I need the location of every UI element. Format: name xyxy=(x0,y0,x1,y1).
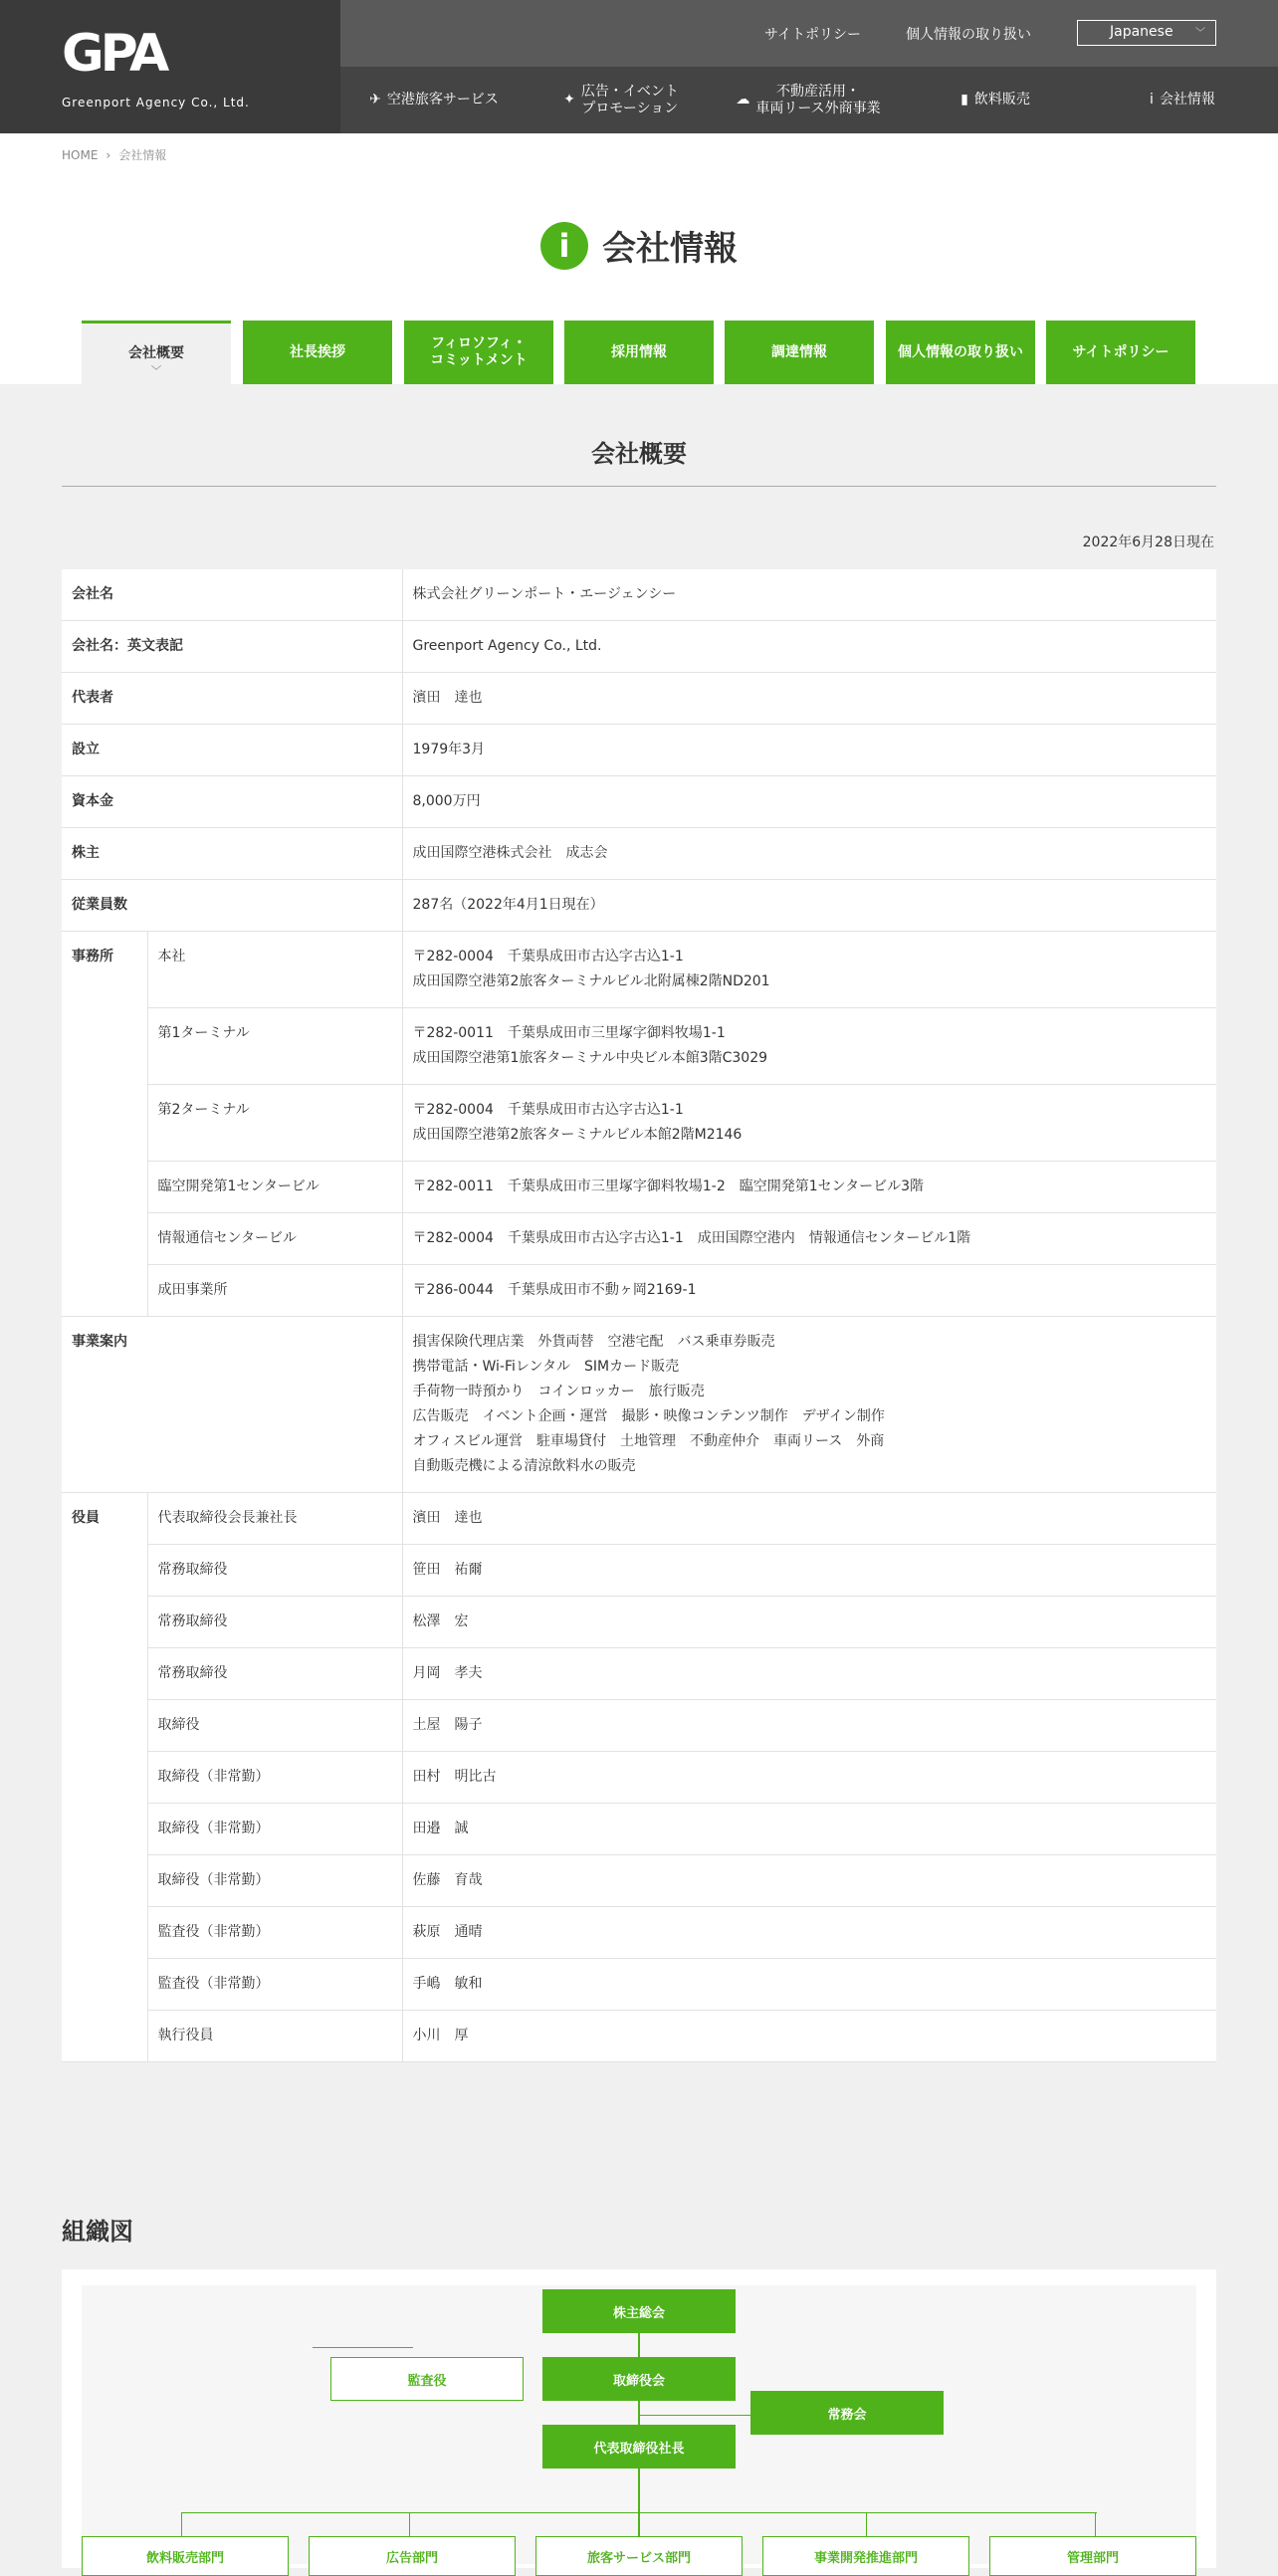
language-select[interactable] xyxy=(1077,20,1216,46)
connector-line xyxy=(409,2512,410,2536)
table-row xyxy=(62,2011,1216,2062)
tab-overview[interactable] xyxy=(82,321,231,384)
office-name: 成田事業所 xyxy=(147,1265,402,1317)
officer-name: 手嶋 敏和 xyxy=(402,1959,1216,2011)
table-row xyxy=(62,1008,1216,1085)
row-label: 会社名 xyxy=(62,569,402,621)
row-value: 株式会社グリーンポート・エージェンシー xyxy=(402,569,1216,621)
nav-advertising[interactable] xyxy=(528,67,715,133)
breadcrumb-home[interactable]: HOME xyxy=(62,148,99,162)
business-line: 損害保険代理店業 外貨両替 空港宅配 バス乗車券販売 xyxy=(412,1334,775,1350)
table-row xyxy=(62,1804,1216,1855)
officer-role: 常務取締役 xyxy=(147,1545,402,1597)
org-chart xyxy=(62,2269,1216,2568)
table-row xyxy=(62,1597,1216,1648)
business-line: オフィスビル運営 駐車場貸付 土地管理 不動産仲介 車両リース 外商 xyxy=(412,1433,885,1449)
tab-label: 採用情報 xyxy=(611,343,667,360)
org-chart-canvas xyxy=(82,2285,1196,2564)
address-line: 〒282-0011 千葉県成田市三里塚字御料牧場1-1 xyxy=(412,1025,726,1041)
nav-label: 会社情報 xyxy=(1159,92,1215,107)
address-line: 〒286-0044 千葉県成田市不動ヶ岡2169-1 xyxy=(412,1282,697,1298)
tab-label: サイトポリシー xyxy=(1072,343,1170,360)
org-board: 取締役会 xyxy=(542,2357,736,2401)
org-department: 飲料販売部門 xyxy=(82,2536,289,2576)
main-nav xyxy=(340,67,1278,133)
officer-name: 田村 明比古 xyxy=(402,1752,1216,1804)
office-address xyxy=(402,1265,1216,1317)
tab-label: フィロソフィ・ コミットメント xyxy=(430,335,528,368)
officer-role: 取締役（非常勤） xyxy=(147,1804,402,1855)
officer-role: 常務取締役 xyxy=(147,1597,402,1648)
row-label: 代表者 xyxy=(62,673,402,725)
nav-company-info[interactable] xyxy=(1089,67,1276,133)
table-row xyxy=(62,725,1216,776)
row-label: 従業員数 xyxy=(62,880,402,932)
table-row xyxy=(62,1959,1216,2011)
chevron-right-icon: › xyxy=(106,148,111,162)
office-address xyxy=(402,1085,1216,1162)
table-row xyxy=(62,1648,1216,1700)
org-executive-committee: 常務会 xyxy=(750,2391,944,2435)
row-value: 8,000万円 xyxy=(402,776,1216,828)
site-policy-link[interactable]: サイトポリシー xyxy=(764,27,862,43)
tab-greeting[interactable] xyxy=(243,321,392,384)
officer-role: 取締役（非常勤） xyxy=(147,1855,402,1907)
connector-line xyxy=(313,2347,413,2348)
office-name: 情報通信センタービル xyxy=(147,1213,402,1265)
office-name: 本社 xyxy=(147,932,402,1008)
office-address xyxy=(402,1213,1216,1265)
tab-site-policy[interactable] xyxy=(1046,321,1195,384)
row-label: 設立 xyxy=(62,725,402,776)
office-address xyxy=(402,1008,1216,1085)
tab-label: 社長挨拶 xyxy=(290,343,345,360)
connector-line xyxy=(181,2512,182,2536)
table-row xyxy=(62,1907,1216,1959)
address-line: 成田国際空港第1旅客ターミナル中央ビル本館3階C3029 xyxy=(412,1050,768,1066)
office-name: 第1ターミナル xyxy=(147,1008,402,1085)
nav-airport-service[interactable] xyxy=(340,67,528,133)
table-row xyxy=(62,776,1216,828)
table-row xyxy=(62,1493,1216,1545)
breadcrumb-current: 会社情報 xyxy=(118,148,167,162)
tab-privacy[interactable] xyxy=(886,321,1035,384)
row-value: 1979年3月 xyxy=(402,725,1216,776)
row-label: 役員 xyxy=(62,1493,147,2062)
business-line: 手荷物一時預かり コインロッカー 旅行販売 xyxy=(412,1384,705,1399)
breadcrumb xyxy=(62,146,166,163)
table-row xyxy=(62,1265,1216,1317)
info-icon: i xyxy=(540,222,588,270)
row-label: 会社名：英文表記 xyxy=(62,621,402,673)
table-row xyxy=(62,1700,1216,1752)
row-value: 成田国際空港株式会社 成志会 xyxy=(402,828,1216,880)
gpa-logo[interactable]: GPA xyxy=(62,24,166,84)
officer-role: 監査役（非常勤） xyxy=(147,1959,402,2011)
table-row xyxy=(62,932,1216,1008)
page-title-text: 会社情報 xyxy=(602,229,738,269)
chevron-down-icon: ﹀ xyxy=(1195,28,1205,39)
org-department: 広告部門 xyxy=(309,2536,516,2576)
section-title: 会社概要 xyxy=(591,440,687,468)
bottle-icon: ▮ xyxy=(960,92,968,107)
officer-role: 常務取締役 xyxy=(147,1648,402,1700)
company-overview-table xyxy=(62,569,1216,2062)
org-department: 事業開発推進部門 xyxy=(762,2536,969,2576)
office-address xyxy=(402,1162,1216,1213)
nav-beverage[interactable] xyxy=(902,67,1089,133)
officer-name: 笹田 祐爾 xyxy=(402,1545,1216,1597)
officer-role: 取締役（非常勤） xyxy=(147,1752,402,1804)
office-address xyxy=(402,932,1216,1008)
table-row xyxy=(62,1752,1216,1804)
table-row xyxy=(62,1855,1216,1907)
table-row xyxy=(62,1085,1216,1162)
row-label: 事務所 xyxy=(62,932,147,1317)
address-line: 〒282-0004 千葉県成田市古込字古込1-1 成田国際空港内 情報通信センタービル1階 xyxy=(412,1230,971,1246)
chevron-down-icon: ﹀ xyxy=(151,366,161,377)
lightbulb-icon: ✦ xyxy=(563,92,575,107)
table-row xyxy=(62,880,1216,932)
officer-name: 松澤 宏 xyxy=(402,1597,1216,1648)
table-row xyxy=(62,569,1216,621)
tab-label: 会社概要 xyxy=(128,345,184,361)
officer-role: 執行役員 xyxy=(147,2011,402,2062)
officer-role: 取締役 xyxy=(147,1700,402,1752)
business-list xyxy=(402,1317,1216,1493)
page-title xyxy=(0,221,1278,270)
office-name: 臨空開発第1センタービル xyxy=(147,1162,402,1213)
row-value: 287名（2022年4月1日現在） xyxy=(402,880,1216,932)
tab-label: 調達情報 xyxy=(771,343,827,360)
row-value: Greenport Agency Co., Ltd. xyxy=(402,621,1216,673)
row-label: 事業案内 xyxy=(62,1317,402,1493)
nav-label: 広告・イベント プロモーション xyxy=(580,83,679,116)
officer-name: 土屋 陽子 xyxy=(402,1700,1216,1752)
address-line: 〒282-0004 千葉県成田市古込字古込1-1 xyxy=(412,949,684,965)
org-auditor: 監査役 xyxy=(330,2357,524,2401)
table-row xyxy=(62,1213,1216,1265)
tab-philosophy[interactable] xyxy=(404,321,553,384)
address-line: 成田国際空港第2旅客ターミナルビル本館2階M2146 xyxy=(412,1127,743,1143)
divider xyxy=(62,486,1216,487)
officer-name: 萩原 通晴 xyxy=(402,1907,1216,1959)
officer-name: 小川 厚 xyxy=(402,2011,1216,2062)
table-row xyxy=(62,1317,1216,1493)
business-line: 広告販売 イベント企画・運営 撮影・映像コンテンツ制作 デザイン制作 xyxy=(412,1408,885,1424)
info-icon: i xyxy=(1150,92,1154,107)
business-line: 携帯電話・Wi-Fiレンタル SIMカード販売 xyxy=(412,1359,680,1375)
row-value: 濱田 達也 xyxy=(402,673,1216,725)
nav-real-estate[interactable] xyxy=(715,67,902,133)
business-line: 自動販売機による清涼飲料水の販売 xyxy=(412,1458,636,1474)
office-name: 第2ターミナル xyxy=(147,1085,402,1162)
address-line: 成田国際空港第2旅客ターミナルビル北附属棟2階ND201 xyxy=(412,973,770,989)
cloud-icon: ☁ xyxy=(736,92,750,107)
tab-label: 個人情報の取り扱い xyxy=(898,343,1023,360)
officer-role: 代表取締役会長兼社長 xyxy=(147,1493,402,1545)
row-label: 株主 xyxy=(62,828,402,880)
row-label: 資本金 xyxy=(62,776,402,828)
org-president: 代表取締役社長 xyxy=(542,2425,736,2469)
org-chart-title: 組織図 xyxy=(62,2218,133,2246)
table-row xyxy=(62,1545,1216,1597)
as-of-date: 2022年6月28日現在 xyxy=(1082,535,1214,550)
language-value: Japanese xyxy=(1110,24,1173,40)
table-row xyxy=(62,828,1216,880)
site-header xyxy=(0,0,1278,133)
org-shareholders: 株主総会 xyxy=(542,2289,736,2333)
officer-role: 監査役（非常勤） xyxy=(147,1907,402,1959)
connector-line xyxy=(1095,2512,1096,2536)
address-line: 〒282-0011 千葉県成田市三里塚字御料牧場1-2 臨空開発第1センタービル3階 xyxy=(412,1179,925,1194)
table-row xyxy=(62,1162,1216,1213)
airplane-icon: ✈ xyxy=(369,92,381,107)
table-row xyxy=(62,621,1216,673)
privacy-link[interactable]: 個人情報の取り扱い xyxy=(906,27,1031,43)
officer-name: 濱田 達也 xyxy=(402,1493,1216,1545)
table-row xyxy=(62,673,1216,725)
logo-area[interactable] xyxy=(0,0,340,133)
nav-label: 飲料販売 xyxy=(973,92,1030,107)
nav-label: 空港旅客サービス xyxy=(386,92,499,107)
tab-procurement[interactable] xyxy=(725,321,874,384)
tab-recruit[interactable] xyxy=(564,321,714,384)
nav-label: 不動産活用・ 車両リース外商事業 xyxy=(755,83,881,116)
officer-name: 月岡 孝夫 xyxy=(402,1648,1216,1700)
org-department: 管理部門 xyxy=(989,2536,1196,2576)
address-line: 〒282-0004 千葉県成田市古込字古込1-1 xyxy=(412,1102,684,1118)
officer-name: 田邉 誠 xyxy=(402,1804,1216,1855)
company-name-en: Greenport Agency Co., Ltd. xyxy=(62,96,250,109)
connector-line xyxy=(866,2512,867,2536)
connector-line xyxy=(181,2512,1097,2513)
officer-name: 佐藤 育哉 xyxy=(402,1855,1216,1907)
org-department: 旅客サービス部門 xyxy=(535,2536,743,2576)
